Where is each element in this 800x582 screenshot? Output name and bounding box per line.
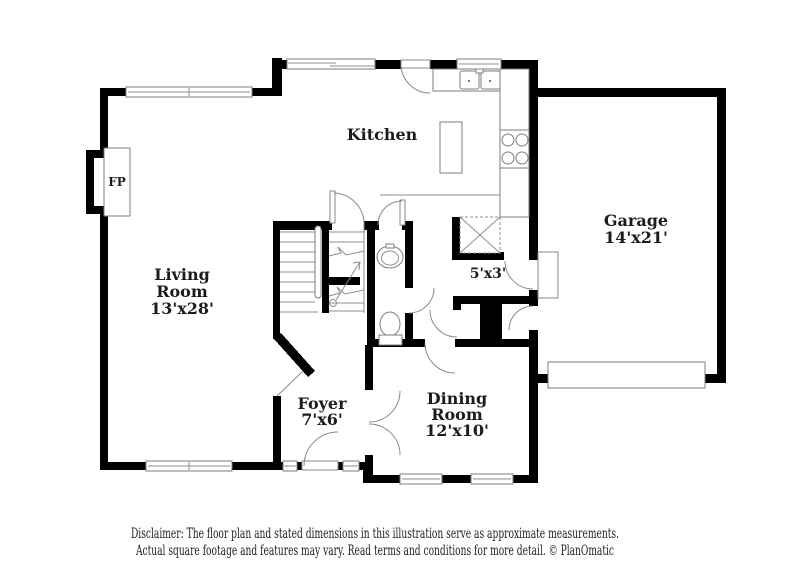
stair-handrail — [315, 226, 321, 298]
room-dims-garage: 14'x21' — [604, 228, 668, 247]
disclaimer — [131, 526, 619, 559]
dining-entry-door — [425, 343, 455, 373]
room-label-living-2: Room — [156, 282, 208, 301]
closet-door-right — [509, 306, 533, 330]
window-dining-right — [471, 474, 513, 484]
understairs-diagonal-wall — [274, 333, 315, 377]
room-label-dining-2: Room — [431, 405, 483, 424]
bathroom-door — [409, 288, 434, 313]
window-dining-left — [400, 474, 442, 484]
garage-door — [548, 362, 705, 388]
faucet — [476, 69, 483, 73]
room-label-foyer: Foyer — [297, 394, 347, 413]
stair-break-line — [329, 247, 364, 256]
window-living-bottom — [146, 461, 232, 471]
fireplace — [104, 148, 130, 216]
chimney-chase — [480, 304, 502, 347]
window-foyer-right — [343, 461, 359, 471]
room-label-dining-1: Dining — [426, 389, 488, 408]
room-label-kitchen: Kitchen — [346, 125, 418, 144]
bathroom-faucet — [386, 244, 394, 248]
window-foyer-left — [283, 461, 297, 471]
sliding-door — [287, 59, 375, 69]
hall-door — [378, 200, 405, 225]
room-dims-dining: 12'x10' — [425, 421, 489, 440]
disclaimer-line-1: Disclaimer: The floor plan and stated dimensions in this illustration serve as approximate measurements. — [131, 526, 619, 542]
toilet — [379, 312, 402, 345]
room-dims-living: 13'x28' — [150, 299, 214, 318]
stove — [500, 130, 529, 168]
room-dims-foyer: 7'x6' — [301, 410, 343, 429]
room-label-garage: Garage — [603, 211, 669, 230]
kitchen-exterior-door — [401, 60, 430, 93]
window-living-top — [126, 87, 252, 97]
bathroom-fixtures — [377, 244, 403, 345]
closet-door-left — [430, 310, 457, 337]
room-label-living-1: Living — [154, 265, 210, 284]
disclaimer-line-2: Actual square footage and features may vary. Read terms and conditions for more detail. © PlanOmatic — [135, 543, 614, 559]
window-kitchen — [457, 59, 501, 70]
pantry-dashed-square — [460, 217, 500, 253]
front-door — [302, 432, 338, 470]
dining-double-doors — [369, 391, 400, 455]
room-dims-utility: 5'x3' — [469, 266, 507, 282]
stair-break-line — [329, 287, 364, 296]
stair-door — [330, 191, 364, 225]
fireplace-label: FP — [108, 175, 126, 189]
kitchen-island — [440, 122, 462, 173]
understairs-closet-door — [277, 371, 303, 396]
